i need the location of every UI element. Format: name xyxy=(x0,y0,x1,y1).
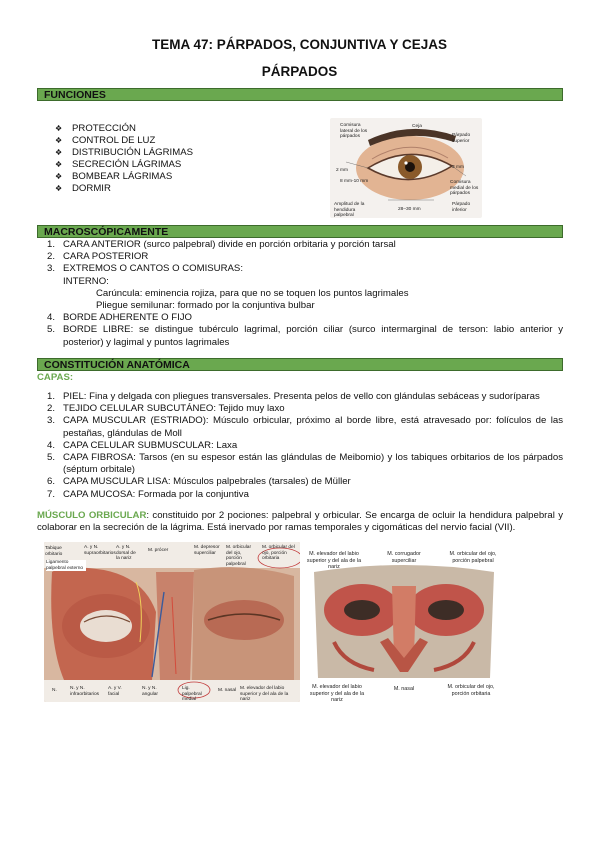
label-8-10mm: 8 mm-10 mm xyxy=(340,179,369,184)
list-item: ❖ BOMBEAR LÁGRIMAS xyxy=(55,171,173,182)
list-item: ❖ CONTROL DE LUZ xyxy=(55,135,156,146)
list-item: 4. BORDE ADHERENTE O FIJO xyxy=(46,312,192,324)
label-28-30mm: 28–30 mm xyxy=(398,207,421,212)
funciones-list xyxy=(55,123,193,195)
list-item: ❖ SECRECIÓN LÁGRIMAS xyxy=(55,159,182,170)
label-2mm: 2 mm xyxy=(336,168,348,173)
label-orbicular-palpebral-r: M. orbicular del ojo, porción palpebral xyxy=(449,551,497,564)
list-item: 7. CAPA MUCOSA: Formada por la conjuntiva xyxy=(46,488,249,500)
macro-list xyxy=(37,239,563,349)
list-item: 2. CARA POSTERIOR xyxy=(46,251,149,263)
label-elevador-top: M. elevador del labio superior y del ala de la nariz xyxy=(306,551,362,570)
list-item: 4. CAPA CELULAR SUBMUSCULAR: Laxa xyxy=(46,439,238,451)
list-item: 5. CAPA FIBROSA: Tarsos (en su espesor están las glándulas de Meibomio) y los tabiques orbitarios de los párpados (séptum orbitale) xyxy=(46,452,563,476)
label-parpado-superior: Párpado superior xyxy=(452,133,471,144)
document-title: TEMA 47: PÁRPADOS, CONJUNTIVA Y CEJAS xyxy=(151,37,448,52)
diamond-bullet-icon: ❖ xyxy=(55,136,63,145)
label-orbicular-orbitaria: M. orbicular del ojo, porción orbitaria xyxy=(262,545,295,561)
label-procer: M. prócer xyxy=(148,548,169,553)
label-infraorbitarios: N. y N. infraorbitarios xyxy=(70,686,100,697)
facial-muscles-figure xyxy=(304,546,504,704)
capas-list xyxy=(37,391,563,501)
eye-anatomy-figure xyxy=(330,118,482,218)
heading-funciones: FUNCIONES xyxy=(37,88,563,101)
list-subitem: Pliegue semilunar: formado por la conjuntiva bulbar xyxy=(96,300,315,312)
capas-label: CAPAS: xyxy=(37,372,74,383)
diamond-bullet-icon: ❖ xyxy=(55,160,63,169)
label-tabique-orbitario: Tabique orbitario xyxy=(45,546,63,557)
label-comisura-medial: Comisura medial de los párpados xyxy=(450,180,479,196)
label-n: N. xyxy=(52,688,57,693)
label-depresor-superciliar: M. depresor superciliar xyxy=(194,545,220,556)
list-item: ❖ DISTRIBUCIÓN LÁGRIMAS xyxy=(55,147,194,158)
list-item: ❖ DORMIR xyxy=(55,183,111,194)
label-corrugador: M. corrugador superciliar xyxy=(387,551,421,564)
label-elevador-labio: M. elevador del labio superior y del ala de la nariz xyxy=(240,686,289,702)
label-elevador-bottom: M. elevador del labio superior y del ala de la nariz xyxy=(309,684,365,703)
list-item: 6. CAPA MUSCULAR LISA: Músculos palpebrales (tarsales) de Müller xyxy=(46,476,351,488)
diamond-bullet-icon: ❖ xyxy=(55,172,63,181)
label-parpado-inferior: Párpado inferior xyxy=(452,202,471,213)
heading-constitucion: CONSTITUCIÓN ANATÓMICA xyxy=(37,358,563,371)
list-item: 3. CAPA MUSCULAR (ESTRIADO): Músculo orbicular, próximo al borde libre, está atravesado por: folículos de las pestañas, glándulas de Moll xyxy=(46,415,563,439)
list-subitem: INTERNO: xyxy=(63,275,109,287)
heading-macroscopicamente: MACROSCÓPICAMENTE xyxy=(37,225,563,238)
label-3mm: 3 mm xyxy=(452,165,464,170)
capas-list-block xyxy=(37,391,563,501)
label-nasal: M. nasal xyxy=(218,688,237,693)
face-dissection-figure xyxy=(44,542,300,702)
label-ligamento-palpebral-externo: Ligamento palpebral externo xyxy=(46,560,86,571)
section-title: PÁRPADOS xyxy=(261,64,338,79)
diamond-bullet-icon: ❖ xyxy=(55,124,63,133)
label-orbicular-orbitaria-r: M. orbicular del ojo, porción orbitaria xyxy=(447,684,495,697)
label-nasal-r: M. nasal xyxy=(393,686,415,692)
list-subitem: Carúncula: eminencia rojiza, para que no se toquen los puntos lagrimales xyxy=(96,287,409,299)
list-item: 3. EXTREMOS O CANTOS O COMISURAS: xyxy=(46,263,243,275)
label-ceja: Ceja xyxy=(412,124,422,129)
label-palpebral-medial: Lig. palpebral medial xyxy=(182,686,202,702)
list-item: 5. BORDE LIBRE: se distingue tubérculo lagrimal, porción ciliar (surco intermarginal de terson: labio anterior y posterior) y lagimal y puntos lagrimales xyxy=(46,324,563,348)
list-item: 1. PIEL: Fina y delgada con pliegues transversales. Presenta pelos de vello con glándulas sebáceas y sudoríparas xyxy=(46,391,540,402)
list-item: 1. CARA ANTERIOR (surco palpebral) divide en porción orbitaria y porción tarsal xyxy=(46,239,396,250)
label-comisura-lateral: Comisura lateral de los párpados xyxy=(340,123,368,139)
label-facial: A. y V. facial xyxy=(108,686,122,697)
musculo-orbicular-paragraph xyxy=(37,510,563,534)
musculo-orbicular-text: : constituido por 2 pociones: palpebral y orbicular. Se encarga de ocluir la hendidura palpebral y colaborar en la secreción de la lágrima. Está inervado por ramas temporales y cigomáticas del nervio facial (VII). xyxy=(37,510,563,533)
label-angular: N. y N. angular xyxy=(142,686,159,697)
label-amplitud: Amplitud de la hendidura palpebral xyxy=(334,202,365,218)
label-dorsal-nariz: A. y N. dorsal de la nariz xyxy=(116,545,136,561)
musculo-orbicular-label: MÚSCULO ORBICULAR xyxy=(37,510,147,521)
diamond-bullet-icon: ❖ xyxy=(55,148,63,157)
macro-list-block xyxy=(37,239,563,349)
label-supraorbitarios: A. y N. supraorbitarios xyxy=(84,545,116,556)
list-item: ❖ PROTECCIÓN xyxy=(55,123,136,134)
label-orbicular-palpebral: M. orbicular del ojo, porción palpebral xyxy=(226,545,252,567)
diamond-bullet-icon: ❖ xyxy=(55,184,63,193)
list-item: 2. TEJIDO CELULAR SUBCUTÁNEO: Tejido muy laxo xyxy=(46,403,285,415)
